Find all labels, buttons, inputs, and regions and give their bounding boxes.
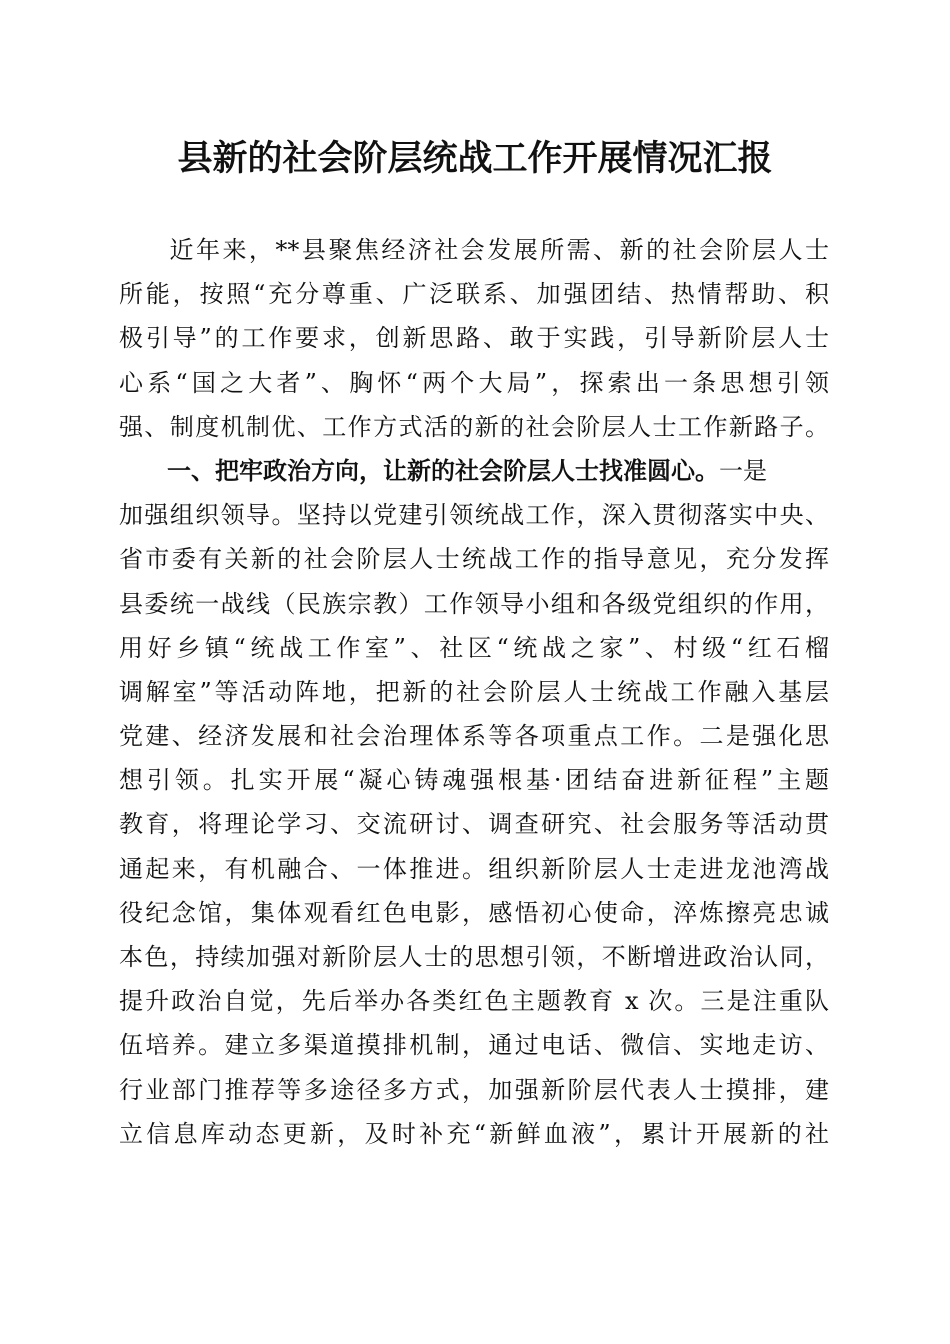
intro-line-0: 近年来，**县聚焦经济社会发展所需、新的社会阶层人士 <box>167 236 829 264</box>
paragraph-line: 本色，持续加强对新阶层人士的思想引领，不断增进政治认同， <box>119 943 829 971</box>
section-heading: 一、把牢政治方向，让新的社会阶层人士找准圆心。 <box>167 455 719 485</box>
document-title: 县新的社会阶层统战工作开展情况汇报 <box>177 138 773 179</box>
paragraph-line: 县委统一战线（民族宗教）工作领导小组和各级党组织的作用， <box>119 589 829 618</box>
paragraph-line: 党建、经济发展和社会治理体系等各项重点工作。二是强化思 <box>119 722 829 751</box>
paragraph-line: 提升政治自觉，先后举办各类红色主题教育 x 次。三是注重队 <box>119 987 829 1016</box>
paragraph-line: 立信息库动态更新，及时补充“新鲜血液”，累计开展新的社 <box>119 1119 829 1148</box>
paragraph-line: 教育，将理论学习、交流研讨、调查研究、社会服务等活动贯 <box>119 810 829 839</box>
paragraph-line: 役纪念馆，集体观看红色电影，感悟初心使命，淬炼擦亮忠诚 <box>119 898 829 927</box>
paragraph-line: 省市委有关新的社会阶层人士统战工作的指导意见，充分发挥 <box>119 545 829 574</box>
paragraph-line: 用好乡镇“统战工作室”、社区“统战之家”、村级“红石榴 <box>119 633 829 662</box>
paragraph-line: 加强组织领导。坚持以党建引领统战工作，深入贯彻落实中央、 <box>119 501 829 530</box>
paragraph-line <box>119 228 829 272</box>
paragraph-line: 极引导”的工作要求，创新思路、敢于实践，引导新阶层人士 <box>119 324 829 353</box>
paragraph-line: 通起来，有机融合、一体推进。组织新阶层人士走进龙池湾战 <box>119 854 829 883</box>
paragraph-line: 想引领。扎实开展“凝心铸魂强根基·团结奋进新征程”主题 <box>119 766 829 795</box>
section-heading-line <box>119 449 829 493</box>
document-body <box>119 228 829 1156</box>
section-heading-tail: 一是 <box>719 456 767 485</box>
paragraph-line: 心系“国之大者”、胸怀“两个大局”，探索出一条思想引领 <box>119 368 829 397</box>
paragraph-line: 伍培养。建立多渠道摸排机制，通过电话、微信、实地走访、 <box>119 1031 829 1060</box>
paragraph-line: 行业部门推荐等多途径多方式，加强新阶层代表人士摸排，建 <box>119 1075 829 1104</box>
paragraph-line: 调解室”等活动阵地，把新的社会阶层人士统战工作融入基层 <box>119 677 829 706</box>
paragraph-line: 强、制度机制优、工作方式活的新的社会阶层人士工作新路子。 <box>119 412 829 441</box>
paragraph-line: 所能，按照“充分尊重、广泛联系、加强团结、热情帮助、积 <box>119 280 829 309</box>
